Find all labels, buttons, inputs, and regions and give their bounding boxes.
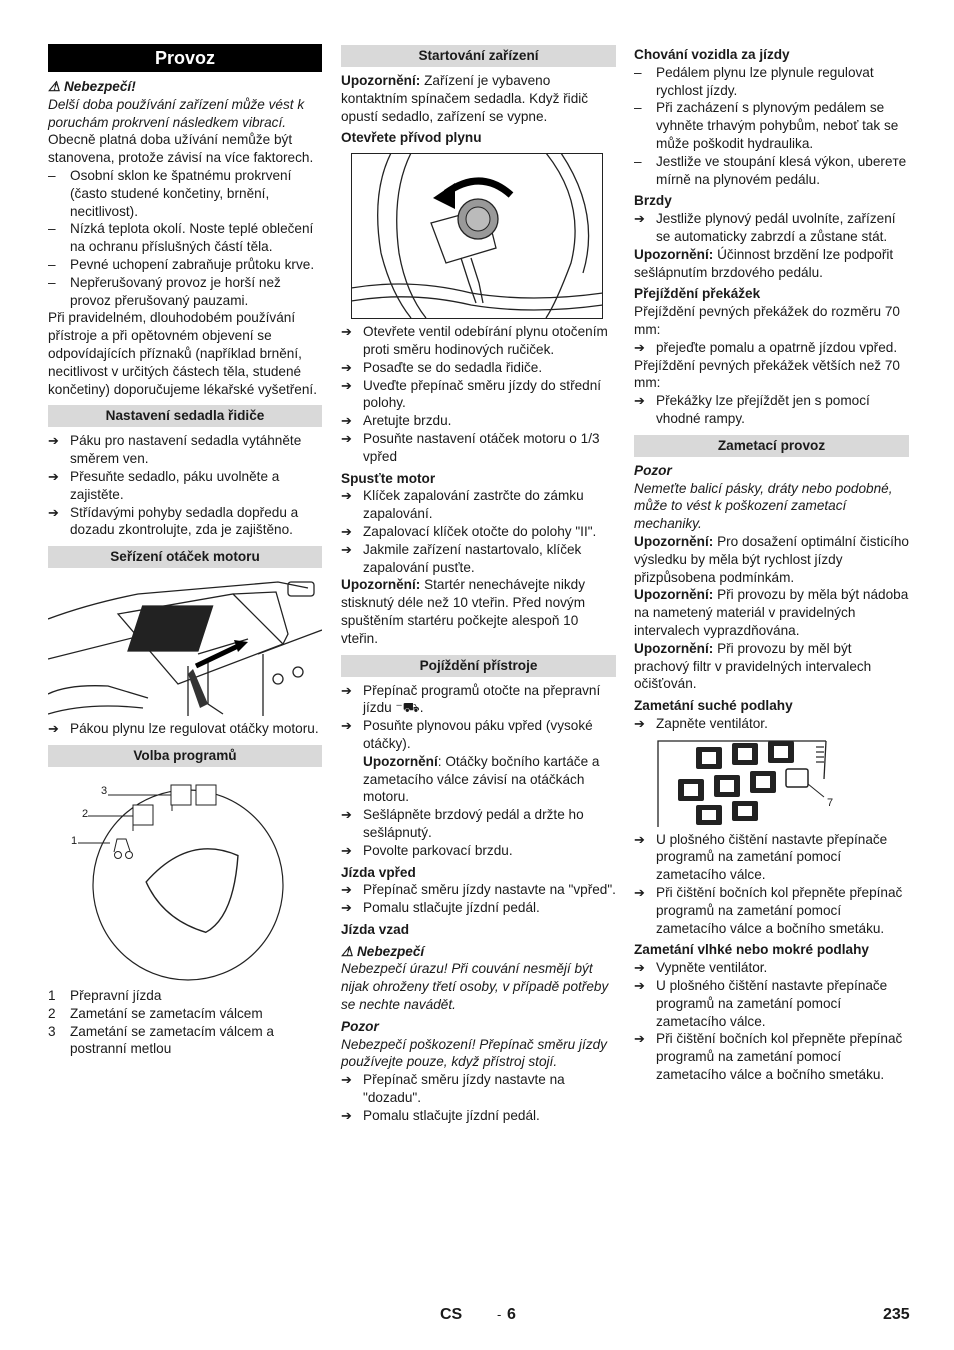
- intro-text: Obecně platná doba užívání nemůže být stanovena, protože závisí na více faktorech.: [48, 132, 314, 166]
- transport-mode-icon: ⁻⛟: [395, 700, 420, 716]
- caution-label: Pozor: [341, 1018, 379, 1034]
- arrow-right-icon: ➔: [341, 900, 352, 916]
- arrow-right-icon: ➔: [48, 504, 59, 520]
- callout-label: 3: [101, 784, 108, 797]
- arrow-right-icon: ➔: [634, 831, 645, 847]
- caution-text: Nemeťte balicí pásky, dráty nebo podobné, může to vést k poškození zametací mechaniky.: [634, 480, 893, 532]
- arrow-right-icon: ➔: [634, 960, 645, 976]
- arrow-right-icon: ➔: [341, 842, 352, 858]
- figure-gas-valve: [351, 153, 616, 319]
- list-item: ➔ Posaďte se do sedadla řidiče.: [341, 359, 543, 375]
- list-item: ➔ Aretujte brzdu.: [341, 413, 452, 429]
- list-item: ➔ U plošného čištění nastavte přepínače programů na zametání pomocí zametacího válce.: [634, 978, 888, 1029]
- list-item: ➔ Přepínač směru jízdy nastavte na "vpřed".: [341, 882, 616, 898]
- arrow-right-icon: ➔: [341, 807, 352, 823]
- section-page-number: 6: [507, 1306, 516, 1323]
- note: Upozornění: Při provozu by měl být prachový filtr v pravidelných intervalech očišťován.: [634, 640, 872, 692]
- obstacle-text: Přejíždění pevných překážek větších než 70 mm:: [634, 357, 900, 391]
- column-1: [48, 44, 322, 1058]
- list-item: ➔ Páku pro nastavení sedadla vytáhněte směrem ven.: [48, 433, 302, 467]
- list-item: – Nízká teplota okolí. Noste teplé oblečení na ochranu příslušných částí těla.: [48, 221, 314, 255]
- danger-heading: ⚠ Nebezpečí: [341, 943, 425, 959]
- figure-legend: [48, 987, 322, 1058]
- list-item: ➔ U plošného čištění nastavte přepínače programů na zametání pomocí zametacího válce.: [634, 831, 888, 883]
- note: Upozornění: Startér nenechávejte nikdy stisknutý déle než 10 vteřin. Před novým spuštěním startéru počkejte alespoň 10 vteřin.: [341, 577, 586, 646]
- list-item: ➔ Uveďte přepínač směru jízdy do střední polohy.: [341, 377, 602, 411]
- danger-heading: [48, 78, 322, 96]
- arrow-right-icon: ➔: [341, 682, 352, 698]
- callout-label: 1: [71, 834, 78, 847]
- list-item: – Jestliže ve stoupání klesá výkon, ubereте mírně na plynovém pedálu.: [634, 153, 907, 187]
- list-item: ➔ Otevřete ventil odebírání plynu otočením proti směru hodinových ručiček.: [341, 324, 608, 357]
- subheading-dry-floor: Zametání suché podlahy: [634, 698, 793, 714]
- arrow-right-icon: ➔: [634, 978, 645, 994]
- arrow-right-icon: ➔: [341, 430, 352, 446]
- figure-program-dial: [48, 773, 322, 983]
- list-item: – Osobní sklon ke špatnému prokrvení (často studené končetiny, brnění, necitlivost).: [48, 167, 292, 219]
- note: Upozornění: Při provozu by měla být nádoba na nametený materiál v pravidelných intervalech vyprazdňována.: [634, 587, 909, 638]
- note: Upozornění: Účinnost brzdění lze podpořit sešlápnutím brzdového pedálu.: [634, 246, 894, 280]
- list-item: 2 Zametání se zametacím válcem: [48, 1005, 263, 1021]
- arrow-right-icon: ➔: [48, 721, 59, 737]
- arrow-right-icon: ➔: [341, 359, 352, 375]
- arrow-right-icon: ➔: [341, 1107, 352, 1123]
- advice-text: Při pravidelném, dlouhodobém používání přístroje a při opětovném objevení se odpovídajících příznaků (například brnění, necitlivost v určitých částech těla, studené končetiny) doporučujeme lékařské vyšetření.: [48, 310, 317, 397]
- note: Upozornění: Zařízení je vybaveno kontaktním spínačem sedadla. Když řidič opustí sedadlo, zařízení se vypne.: [341, 73, 589, 124]
- list-item: ➔ Při čištění bočních kol přepněte přepínač programů na zametání pomocí zametacího válce a bočního smetáku.: [634, 1031, 903, 1083]
- list-item: 3 Zametání se zametacím válcem a postranní metlou: [48, 1023, 274, 1057]
- subheading-vehicle-behaviour: Chování vozidla za jízdy: [634, 47, 790, 62]
- list-item: ➔ přejeďte pomalu a opatrně jízdou vpřed.: [634, 339, 898, 355]
- arrow-right-icon: ➔: [634, 211, 645, 227]
- subheading-gas: Otevřete přívod plynu: [341, 130, 482, 146]
- arrow-right-icon: ➔: [341, 488, 352, 504]
- note: Upozornění: Pro dosažení optimální čisticího výsledku by měla být rychlost jízdy přizpůsobena podmínkám.: [634, 533, 909, 585]
- column-3: [634, 44, 909, 1084]
- list-item: ➔ Vypněte ventilátor.: [634, 960, 768, 976]
- list-item: ➔ Překážky lze přejíždět jen s pomocí vhodné rampy.: [634, 393, 870, 426]
- obstacle-text: Přejíždění pevných překážek do rozměru 70 mm:: [634, 304, 900, 337]
- arrow-right-icon: ➔: [341, 882, 352, 898]
- list-item: ➔ Posuňte nastavení otáček motoru o 1/3 vpřed: [341, 430, 600, 464]
- subheading-brakes: Brzdy: [634, 193, 672, 209]
- list-item: ➔ Zapalovací klíček otočte do polohy "II".: [341, 523, 597, 539]
- list-item: – Pedálem plynu lze plynule regulovat rychlost jízdy.: [634, 64, 874, 98]
- factors-list: [48, 167, 322, 309]
- arrow-right-icon: ➔: [341, 1072, 352, 1088]
- list-item: ➔ Přepínač směru jízdy nastavte na "dozadu".: [341, 1072, 565, 1106]
- list-item: ➔ Sešlápněte brzdový pedál a držte ho sešlápnutý.: [341, 807, 584, 840]
- column-2: [341, 44, 616, 1125]
- page-number: 235: [883, 1306, 910, 1323]
- warning-triangle-icon: ⚠: [341, 943, 354, 959]
- subheading-start-engine: Spusťte motor: [341, 470, 436, 486]
- caution-text: Nebezpečí poškození! Přepínač směru jízdy používejte pouze, když přístroj stojí.: [341, 1036, 607, 1070]
- figure-switch-panel: [656, 739, 909, 827]
- warning-triangle-icon: ⚠: [48, 79, 61, 94]
- arrow-right-icon: ➔: [341, 413, 352, 429]
- section-sweeping: Zametací provoz: [634, 435, 909, 457]
- arrow-right-icon: ➔: [341, 324, 352, 340]
- subheading-obstacles: Přejíždění překážek: [634, 286, 761, 302]
- list-item: ➔ Povolte parkovací brzdu.: [341, 842, 513, 858]
- list-item: ➔ Přepínač programů otočte na přepravní jízdu ⁻⛟.: [341, 682, 601, 716]
- list-item: ➔ Při čištění bočních kol přepněte přepínač programů na zametání pomocí zametacího válce a bočního smetáku.: [634, 885, 903, 936]
- section-seat: Nastavení sedadla řidiče: [48, 405, 322, 427]
- list-item: ➔ Pákou plynu lze regulovat otáčky motoru.: [48, 721, 319, 737]
- list-item: ➔ Zapněte ventilátor.: [634, 715, 768, 731]
- list-item: 1 Přepravní jízda: [48, 987, 162, 1003]
- list-item: – Pevné uchopení zabraňuje průtoku krve.: [48, 256, 315, 272]
- list-item: ➔ Střídavými pohyby sedadla dopředu a dozadu zkontrolujte, zda je zajištěno.: [48, 504, 299, 538]
- arrow-right-icon: ➔: [634, 715, 645, 731]
- callout-label: 7: [827, 796, 834, 809]
- figure-throttle-lever: [48, 574, 322, 716]
- list-item: ➔ Jestliže plynový pedál uvolníte, zařízení se automaticky zabrzdí a zůstane stát.: [634, 211, 896, 244]
- subheading-forward: Jízda vpřed: [341, 864, 416, 880]
- arrow-right-icon: ➔: [48, 468, 59, 484]
- list-item: – Nepřerušovaný provoz je horší než provoz přerušovaný pauzami.: [48, 274, 281, 308]
- section-program-select: Volba programů: [48, 745, 322, 767]
- danger-text: Nebezpečí úrazu! Při couvání nesmějí být nijak ohroženy třetí osoby, v případě potřeby se nechte navádět.: [341, 961, 609, 1013]
- list-item: ➔ Pomalu stlačujte jízdní pedál.: [341, 900, 540, 916]
- list-item: ➔ Pomalu stlačujte jízdní pedál.: [341, 1107, 540, 1123]
- page-footer: [0, 1306, 954, 1330]
- arrow-right-icon: ➔: [634, 393, 645, 409]
- language-code: CS: [440, 1306, 463, 1323]
- section-driving: Pojíždění přístroje: [341, 655, 616, 677]
- list-item: ➔ Posuňte plynovou páku vpřed (vysoké otáčky).: [341, 718, 593, 751]
- arrow-right-icon: ➔: [634, 339, 645, 355]
- separator: -: [497, 1307, 502, 1322]
- callout-label: 2: [82, 807, 89, 820]
- danger-label: Nebezpečí!: [63, 79, 136, 94]
- list-item: – Při zacházení s plynovým pedálem se vyhněte trhavým pohybům, neboť tak se může poškodit hydraulika.: [634, 100, 899, 151]
- list-item: ➔ Klíček zapalování zastrčte do zámku zapalování.: [341, 488, 584, 522]
- arrow-right-icon: ➔: [341, 718, 352, 734]
- section-title-operation: Provoz: [48, 44, 322, 72]
- section-startup: Startování zařízení: [341, 45, 616, 67]
- list-item: ➔ Jakmile zařízení nastartovalo, klíček zapalování pusťte.: [341, 541, 582, 575]
- danger-text: Delší doba používání zařízení může vést k poruchám prokrvení následkem vibrací.: [48, 96, 305, 130]
- arrow-right-icon: ➔: [341, 377, 352, 393]
- note: Upozornění: Otáčky bočního kartáče a zametacího válce závisí na otáčkách motoru.: [363, 753, 600, 805]
- arrow-right-icon: ➔: [634, 1031, 645, 1047]
- list-item: ➔ Přesuňte sedadlo, páku uvolněte a zajistěte.: [48, 468, 280, 502]
- arrow-right-icon: ➔: [634, 885, 645, 901]
- arrow-right-icon: ➔: [341, 541, 352, 557]
- arrow-right-icon: ➔: [48, 433, 59, 449]
- subheading-reverse: Jízda vzad: [341, 921, 409, 937]
- section-engine-rpm: Seřízení otáček motoru: [48, 546, 322, 568]
- arrow-right-icon: ➔: [341, 523, 352, 539]
- caution-label: Pozor: [634, 462, 672, 478]
- subheading-wet-floor: Zametání vlhké nebo mokré podlahy: [634, 942, 869, 958]
